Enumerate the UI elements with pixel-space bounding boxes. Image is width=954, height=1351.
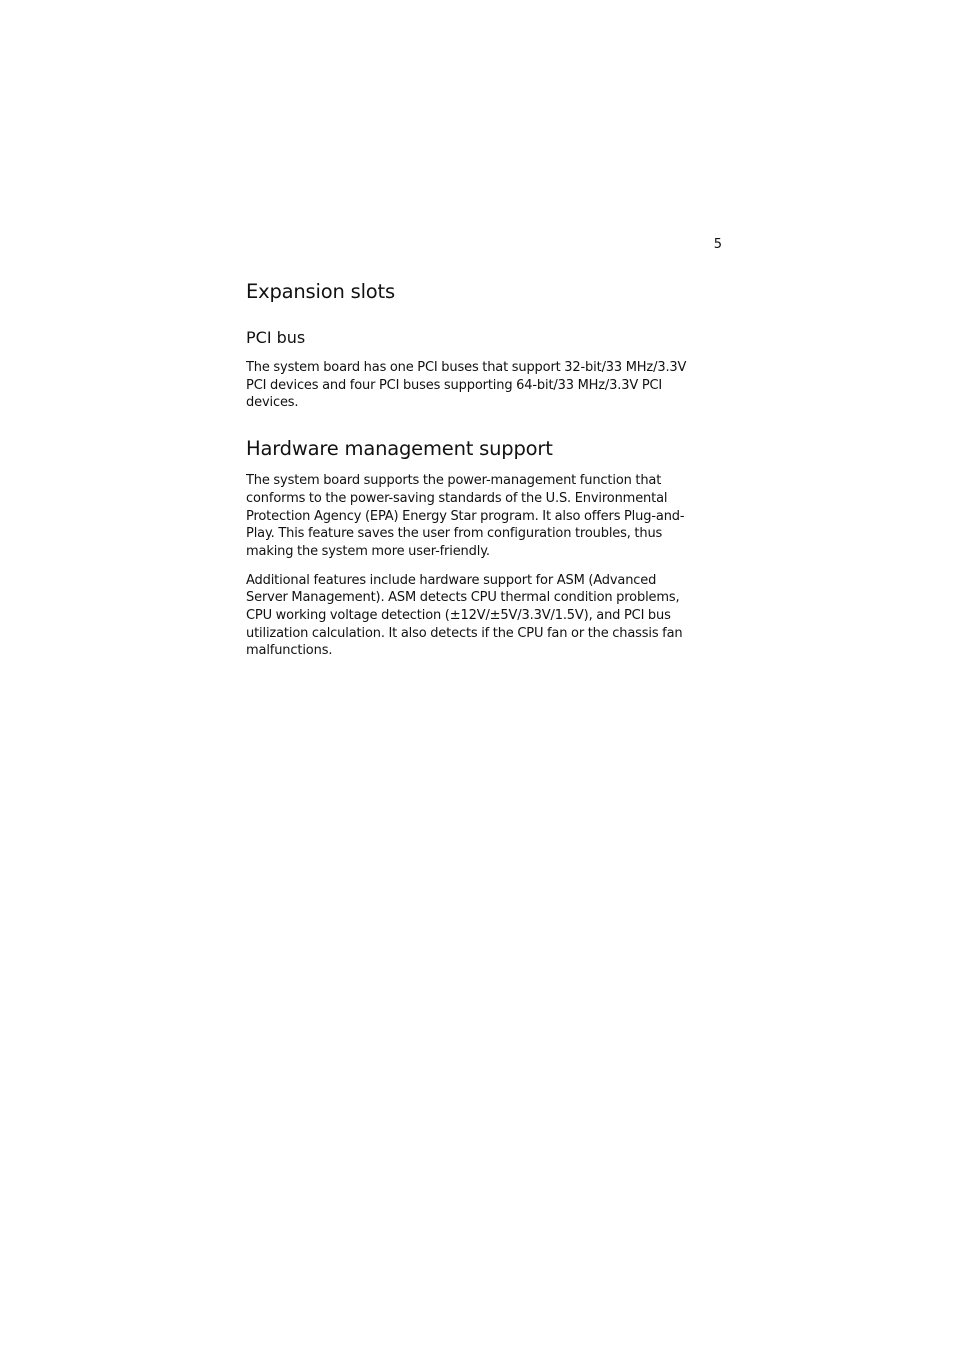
- subsection-title-pci-bus: PCI bus: [246, 328, 306, 347]
- paragraph-line: PCI devices and four PCI buses supporting 64-bit/33 MHz/3.3V PCI: [246, 377, 663, 393]
- section-title-hardware-management: Hardware management support: [246, 437, 553, 461]
- pci-bus-paragraph: [246, 359, 722, 412]
- section-title-expansion-slots: Expansion slots: [246, 280, 395, 303]
- paragraph-line: utilization calculation. It also detects if the CPU fan or the chassis fan: [246, 625, 683, 641]
- document-body: [246, 279, 722, 660]
- paragraph-line: Play. This feature saves the user from configuration troubles, thus: [246, 526, 663, 542]
- paragraph-line: Protection Agency (EPA) Energy Star program. It also offers Plug-and-: [246, 508, 685, 524]
- paragraph-line: malfunctions.: [246, 643, 333, 659]
- paragraph-line: CPU working voltage detection (±12V/±5V/3.3V/1.5V), and PCI bus: [246, 608, 671, 624]
- paragraph-line: The system board supports the power-management function that: [246, 473, 662, 489]
- paragraph-line: Server Management). ASM detects CPU thermal condition problems,: [246, 590, 680, 606]
- hardware-paragraph-1: [246, 472, 722, 561]
- paragraph-line: devices.: [246, 395, 299, 411]
- page-number: 5: [713, 237, 722, 252]
- paragraph-line: conforms to the power-saving standards of the U.S. Environmental: [246, 490, 668, 506]
- paragraph-line: Additional features include hardware support for ASM (Advanced: [246, 572, 657, 588]
- paragraph-line: making the system more user-friendly.: [246, 543, 490, 559]
- hardware-paragraph-2: [246, 572, 722, 661]
- paragraph-line: The system board has one PCI buses that support 32-bit/33 MHz/3.3V: [246, 360, 687, 375]
